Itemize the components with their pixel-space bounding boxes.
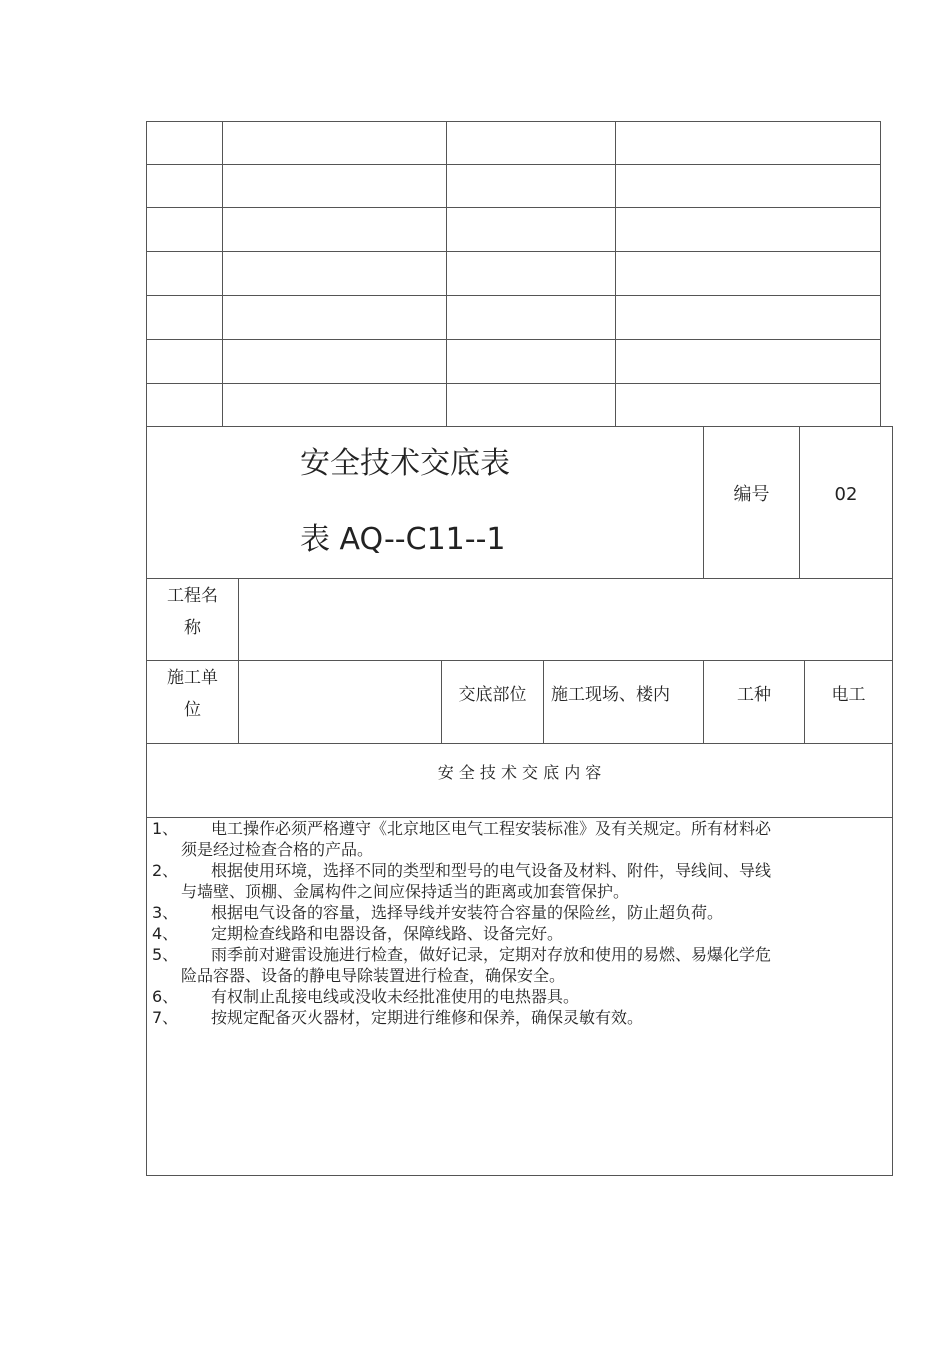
project-name-label-line1: 工程名: [167, 586, 218, 606]
form-code: 表 AQ--C11--1: [300, 522, 506, 557]
item-text: 有权制止乱接电线或没收未经批准使用的电热器具。: [211, 987, 580, 1006]
grid-line: [146, 339, 881, 340]
grid-line: [615, 121, 616, 427]
trade-value: 电工: [831, 685, 866, 705]
grid-line: [146, 121, 881, 122]
item-text: 雨季前对避雷设施进行检查，做好记录，定期对存放和使用的易燃、易爆化学危: [211, 945, 772, 964]
content-heading: 安 全 技 术 交 底 内 容: [437, 763, 602, 782]
project-name-value-cell: [238, 578, 893, 661]
grid-line: [146, 207, 881, 208]
item-text: 根据电气设备的容量，选择导线并安装符合容量的保险丝，防止超负荷。: [211, 903, 724, 922]
item-number: 5、: [152, 945, 179, 964]
item-text: 按规定配备灭火器材，定期进行维修和保养，确保灵敏有效。: [211, 1008, 644, 1027]
item-number: 6、: [152, 987, 179, 1006]
grid-line: [146, 295, 881, 296]
item-number: 1、: [152, 819, 179, 838]
grid-line: [222, 121, 223, 427]
project-name-label-line2: 称: [184, 618, 201, 638]
item-number: 3、: [152, 903, 179, 922]
grid-line: [446, 121, 447, 427]
part-value: 施工现场、楼内: [551, 685, 670, 705]
item-text-cont: 险品容器、设备的静电导除装置进行检查，确保安全。: [181, 966, 566, 985]
grid-line: [146, 121, 147, 427]
grid-line: [146, 251, 881, 252]
item-number: 7、: [152, 1008, 179, 1027]
item-number: 2、: [152, 861, 179, 880]
number-value: 02: [834, 484, 858, 505]
grid-line: [880, 121, 881, 427]
unit-value-cell: [238, 660, 442, 744]
item-text-cont: 与墙壁、顶棚、金属构件之间应保持适当的距离或加套管保护。: [181, 882, 630, 901]
item-text: 电工操作必须严格遵守《北京地区电气工程安装标准》及有关规定。所有材料必: [211, 819, 772, 838]
unit-label-line2: 位: [184, 700, 201, 720]
item-number: 4、: [152, 924, 179, 943]
item-text: 定期检查线路和电器设备，保障线路、设备完好。: [211, 924, 564, 943]
number-label: 编号: [733, 484, 770, 505]
grid-line: [146, 383, 881, 384]
grid-line: [146, 164, 881, 165]
form-title: 安全技术交底表: [300, 446, 510, 481]
item-text: 根据使用环境，选择不同的类型和型号的电气设备及材料、附件，导线间、导线: [211, 861, 772, 880]
unit-label-line1: 施工单: [167, 668, 218, 688]
trade-label: 工种: [737, 685, 771, 705]
part-label: 交底部位: [458, 685, 527, 705]
item-text-cont: 须是经过检查合格的产品。: [181, 840, 374, 859]
